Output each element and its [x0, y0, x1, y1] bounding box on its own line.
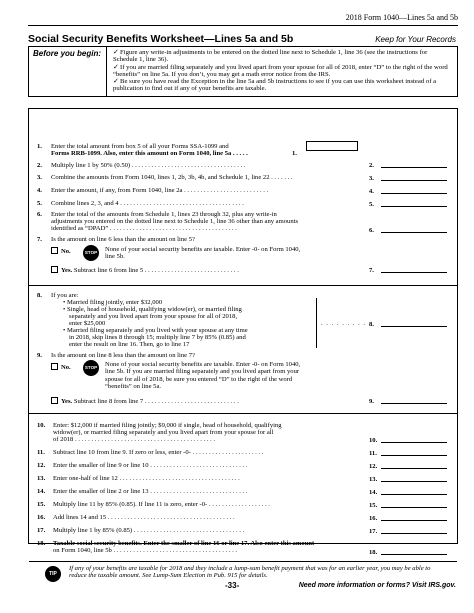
- line-6-cont: adjustments you entered on the dotted line next to Schedule 1, line 36 other than any amounts: [51, 218, 299, 225]
- before-you-begin-list: [107, 47, 457, 96]
- before-item: ✓Be sure you have read the Exception in the line 5a and 5b instructions to see if you can use this worksheet instead of a publication to find out if any of your benefits are taxable.: [113, 77, 437, 93]
- line-5-amount-field[interactable]: [381, 199, 447, 207]
- line-3-number: 3.: [369, 175, 374, 182]
- line-1-cont: Forms RRB-1099. Also, enter this amount on Form 1040, line 5a . . . . .: [51, 150, 248, 157]
- line-7-no-checkbox[interactable]: [51, 247, 58, 254]
- line-14-amount-field[interactable]: [381, 487, 447, 495]
- worksheet-body: 1. Enter the total amount from box 5 of all your Forms SSA-1099 and Forms RRB-1099. Also, enter this amount on Form 1040, line 5a . . . . . 1. 2. Multiply line 1 by 50% (0.50) . . . . . . . . . . . . . . . . . . . . . . . . . . . . . . . . . . . 2. 3. Combine the amounts from Form 1040, lines 1, 2b, 3b, 4b, and Schedule 1, line 22 . . . . . . . 3. 4. Enter the amount, if any, from Form 1040, line 2a . . . . . . . . . . . . . . . . . . . . . . . . . . 4. 5. Combine lines 2, 3, and 4 . . . . . . . . . . . . . . . . . . . . . . . . . . . . . . . . . . . . . . 5. 6. Enter the total of the amounts from Schedule 1, lines 23 through 32, plus any write-in adjustments you entered on the dotted line next to Schedule 1, line 36 other than any amounts identified as “DPAD” . . . . . . . . . . . . . . . . . . . . . . . . . . . . . . . . . . . . . . . 6. 7. Is the amount on line 6 less than the amount on line 5? No. STOP None of your social security benefits are taxable. Enter -0- on Form 1040, line 5b. Yes. Subtract line 6 from line 5 . . . . . . . . . . . . . . . . . . . . . . . . . . . . . 7. 8. If you are: • Married filing jointly, enter $32,000 • Single, head of household, qualifying widow(er), or married filing separately and you lived apart from your spouse for all of 2018, enter $25,000 • Married filing separately and you lived with your spouse at any time in 2018, skip lines 8 through 15; multiply line 7 by 85% (0.85) and enter the result on line 16. Then, go to line 17 . . . . . . . . . 8. 9. Is the amount on line 8 less than the amount on line 7? No. STOP None of your social security benefits are taxable. Enter -0- on Form 1040, line 5b. If you are married filing separately and you lived apart from your spouse for all of 2018, be sure you entered “D” to the right of the word “benefits” on line 5a. Yes. Subtract line 8 from line 7 . . . . . . . . . . . . . . . . . . . . . . . . . . . . . 9. 10. Enter: $12,000 if married filing jointly; $9,000 if single, head of household, qualifying widow(er), or married filing separately and you lived apart from your spouse for all of 2018 . . . . . . . . . . . . . . . . . . . . . . . . . . . . . . . . . . . . . . . . . . . 10. 11. Subtract line 10 from line 9. If zero or less, enter -0- . . . . . . . . . . . . . . . . . . . . . . 11. 12. Enter the smaller of line 9 or line 10 . . . . . . . . . . . . . . . . . . . . . . . . . . . . . . 12. 13. Enter one-half of line 12 . . . . . . . . . . . . . . . . . . . . . . . . . . . . . . . . . . . . . 13. 14. Enter the smaller of line 2 or line 13 . . . . . . . . . . . . . . . . . . . . . . . . . . . . . . 14. 15. Multiply line 11 by 85% (0.85). If line 11 is zero, enter -0- . . . . . . . . . . . . . . . . . . . 15. 16. Add lines 14 and 15 . . . . . . . . . . . . . . . . . . . . . . . . . . . . . . . . . . . . . . . 16. 17. Multiply line 1 by 85% (0.85) . . . . . . . . . . . . . . . . . . . . . . . . . . . . . . . . . . 17. 18. Taxable social security benefits. Enter the smaller of line 16 or line 17. Also enter this amount on Form 1040, line 5b . . . . . . . . . . . . . . . . . . . . . . . . . . . . . . . . . . . . . . 18. TIP If any of your benefits are taxable for 2018 and they include a lump-sum benefit payment that was for an earlier year, you may be able to reduce the taxable amount. See Lump-Sum Election in Pub. 915 for details.: [28, 108, 458, 544]
- line-7-no-text: None of your social security benefits are taxable. Enter -0- on Form 1040, line 5b.: [105, 246, 301, 261]
- line-3-amount-field[interactable]: [381, 173, 447, 181]
- line-2-amount-field[interactable]: [381, 160, 447, 168]
- line-10-amount-field[interactable]: [381, 435, 447, 443]
- line-8-bracket: [313, 298, 317, 348]
- header-rule: [28, 25, 458, 26]
- line-10-number: 10.: [369, 437, 378, 444]
- line-8-option-single: • Single, head of household, qualifying widow(er), or married filing: [63, 306, 242, 313]
- line-8-number: 8.: [369, 321, 374, 328]
- line-9-yes: Yes. Subtract line 8 from line 7 . . . . . . . . . . . . . . . . . . . . . . . . . . . . .: [51, 397, 239, 405]
- line-9-amount-field[interactable]: [381, 396, 447, 404]
- line-8-option-mfs: • Married filing separately and you lived with your spouse at any time: [63, 327, 248, 334]
- line-16-amount-field[interactable]: [381, 513, 447, 521]
- line-8-option-mfs-cont: in 2018, skip lines 8 through 15; multiply line 7 by 85% (0.85) and: [69, 334, 246, 341]
- line-11-amount-field[interactable]: [381, 448, 447, 456]
- line-15-number: 15.: [369, 502, 378, 509]
- line-14-number: 14.: [369, 489, 378, 496]
- line-17-amount-field[interactable]: [381, 526, 447, 534]
- line-9-number: 9.: [369, 398, 374, 405]
- line-4-amount-field[interactable]: [381, 186, 447, 194]
- line-2-number: 2.: [369, 162, 374, 169]
- line-9-no-text: None of your social security benefits are taxable. Enter -0- on Form 1040, line 5b. If you are married filing separately and you lived apart from your spouse for all of 2018, be sure you entered “D” to the right of the word “benefits” on line 5a.: [105, 361, 301, 391]
- tip-icon: TIP: [45, 566, 61, 582]
- worksheet-title: Social Security Benefits Worksheet—Lines 5a and 5b: [28, 33, 294, 45]
- line-11-number: 11.: [369, 450, 377, 457]
- page-number: -33-: [225, 581, 240, 590]
- section-divider: [29, 413, 457, 414]
- check-icon: ✓: [113, 62, 119, 71]
- before-item: ✓If you are married filing separately and you lived apart from your spouse for all of 2018, enter “D” to the right of the word “benefits” on line 5a. If you don’t, you may get a math error notice from the IRS.: [113, 62, 448, 78]
- keep-for-records: Keep for Your Records: [375, 35, 456, 44]
- line-6-number: 6.: [369, 227, 374, 234]
- line-4-number: 4.: [369, 188, 374, 195]
- line-8-option-joint: • Married filing jointly, enter $32,000: [63, 299, 163, 306]
- tip-text: If any of your benefits are taxable for 2018 and they include a lump-sum benefit payment that was for an earlier year, you may be able to reduce the taxable amount. See Lump-Sum Election in Pub. 915 for details.: [69, 565, 431, 580]
- line-7-number: 7.: [369, 267, 374, 274]
- line-16-number: 16.: [369, 515, 378, 522]
- line-18-cont: on Form 1040, line 5b . . . . . . . . . . . . . . . . . . . . . . . . . . . . . . . . . . . . . .: [53, 547, 238, 554]
- line-1-amount-field[interactable]: [306, 141, 358, 151]
- line-8-option-mfs-cont2: enter the result on line 16. Then, go to line 17: [69, 341, 190, 348]
- line-12-number: 12.: [369, 463, 378, 470]
- stop-icon: STOP: [83, 245, 99, 261]
- line-17-number: 17.: [369, 528, 378, 535]
- line-8-amount-field[interactable]: [381, 319, 447, 327]
- top-right-header: 2018 Form 1040—Lines 5a and 5b: [345, 13, 458, 22]
- line-13-number: 13.: [369, 476, 378, 483]
- tip-divider: [29, 561, 457, 562]
- stop-icon: STOP: [83, 360, 99, 376]
- line-13-amount-field[interactable]: [381, 474, 447, 482]
- footer-irs-link[interactable]: Need more information or forms? Visit IRS.gov.: [298, 582, 456, 589]
- line-1-number: 1.: [292, 150, 297, 157]
- line-7-amount-field[interactable]: [381, 265, 447, 273]
- line-12-amount-field[interactable]: [381, 461, 447, 469]
- line-9-no-checkbox[interactable]: [51, 363, 58, 370]
- line-10-cont: widow(er), or married filing separately and you lived apart from your spouse for all: [53, 429, 274, 436]
- line-18-number: 18.: [369, 549, 378, 556]
- line-8-leader: . . . . . . . . .: [321, 320, 367, 327]
- line-8-option-single-cont: separately and you lived apart from your spouse for all of 2018,: [69, 313, 238, 320]
- before-item: ✓Figure any write-in adjustments to be entered on the dotted line next to Schedule 1, line 36 (see the instructions for Schedule 1, line 36).: [113, 48, 428, 64]
- line-7-yes-checkbox[interactable]: [51, 266, 58, 273]
- section-divider: [29, 285, 457, 286]
- line-9-yes-checkbox[interactable]: [51, 397, 58, 404]
- line-6-amount-field[interactable]: [381, 225, 447, 233]
- line-7-yes: Yes. Subtract line 6 from line 5 . . . . . . . . . . . . . . . . . . . . . . . . . . . . .: [51, 266, 239, 274]
- line-5-number: 5.: [369, 201, 374, 208]
- line-18-amount-field[interactable]: [381, 547, 447, 555]
- before-you-begin-box: [28, 46, 458, 97]
- line-15-amount-field[interactable]: [381, 500, 447, 508]
- line-7-no: No.: [51, 247, 71, 255]
- before-you-begin-label: Before you begin:: [29, 47, 107, 96]
- line-6-cont2: identified as “DPAD” . . . . . . . . . . . . . . . . . . . . . . . . . . . . . . . . . . . . . . .: [51, 225, 237, 232]
- line-8-option-single-cont2: enter $25,000: [69, 320, 106, 327]
- line-10-cont2: of 2018 . . . . . . . . . . . . . . . . . . . . . . . . . . . . . . . . . . . . . . . . . . .: [53, 436, 216, 443]
- check-icon: ✓: [113, 77, 119, 86]
- line-9-no: No.: [51, 363, 71, 371]
- check-icon: ✓: [113, 48, 119, 56]
